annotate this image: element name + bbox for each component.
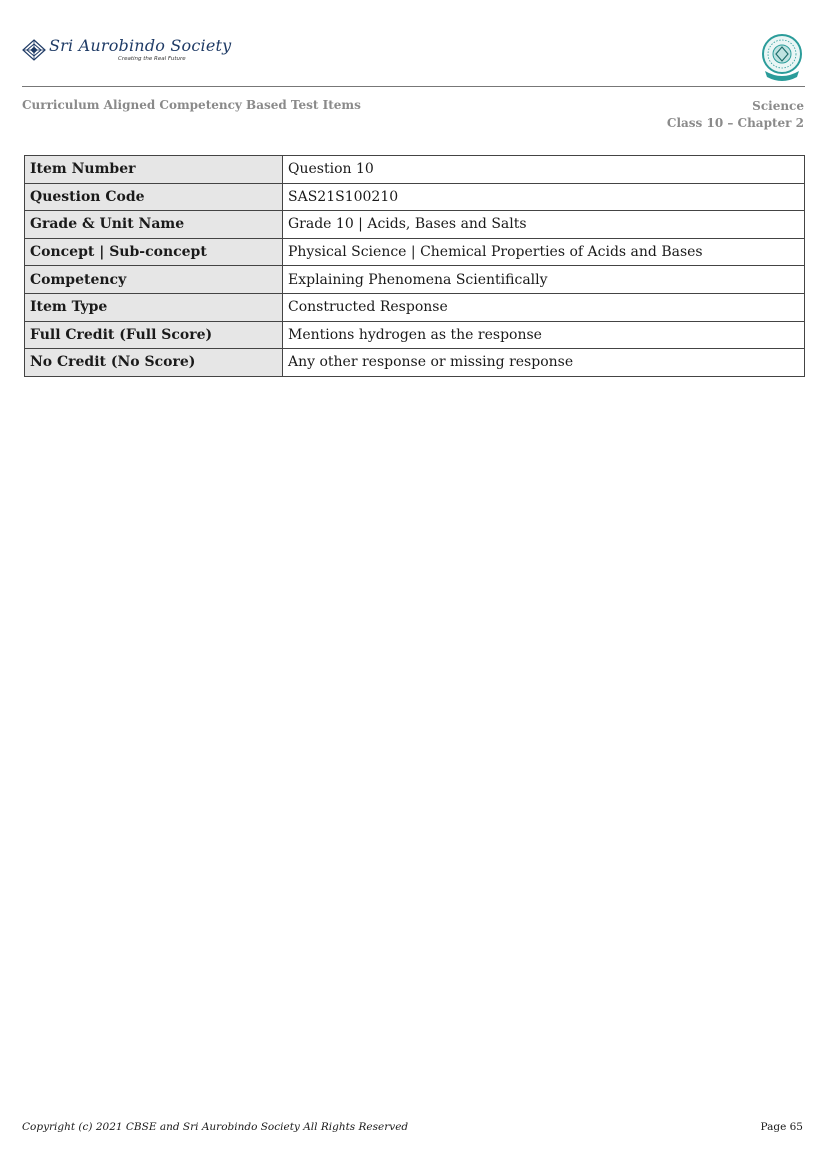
row-value: Constructed Response <box>283 293 805 321</box>
row-label: Competency <box>25 266 283 294</box>
copyright-notice: Copyright (c) 2021 CBSE and Sri Aurobindo Society All Rights Reserved <box>22 1121 409 1133</box>
row-value: Physical Science | Chemical Properties of Acids and Bases <box>283 238 805 266</box>
logo-tagline: Creating the Real Future <box>118 56 186 62</box>
table-row <box>25 156 805 184</box>
class-chapter: Class 10 – Chapter 2 <box>666 116 804 130</box>
row-label: Grade & Unit Name <box>25 211 283 239</box>
row-label: Concept | Sub-concept <box>25 238 283 266</box>
logo-name: Sri Aurobindo Society <box>49 36 232 55</box>
subject-info <box>667 98 804 132</box>
row-value: Mentions hydrogen as the response <box>283 321 805 349</box>
item-info-table <box>24 155 805 377</box>
header-rule <box>22 86 805 87</box>
table-row <box>25 293 805 321</box>
row-label: Item Number <box>25 156 283 184</box>
subject-name: Science <box>752 99 804 113</box>
cbse-emblem-icon <box>759 33 805 83</box>
table-row <box>25 321 805 349</box>
sri-aurobindo-society-logo <box>22 36 232 68</box>
row-label: Question Code <box>25 183 283 211</box>
table-row <box>25 349 805 377</box>
table-row <box>25 238 805 266</box>
row-value: Grade 10 | Acids, Bases and Salts <box>283 211 805 239</box>
row-value: Question 10 <box>283 156 805 184</box>
document-series-title: Curriculum Aligned Competency Based Test Items <box>22 98 361 112</box>
row-value: Explaining Phenomena Scientifically <box>283 266 805 294</box>
row-value: Any other response or missing response <box>283 349 805 377</box>
row-value: SAS21S100210 <box>283 183 805 211</box>
row-label: No Credit (No Score) <box>25 349 283 377</box>
table-row <box>25 211 805 239</box>
row-label: Item Type <box>25 293 283 321</box>
page-number: Page 65 <box>760 1121 803 1133</box>
row-label: Full Credit (Full Score) <box>25 321 283 349</box>
table-row <box>25 183 805 211</box>
table-row <box>25 266 805 294</box>
society-emblem-icon <box>22 39 46 61</box>
